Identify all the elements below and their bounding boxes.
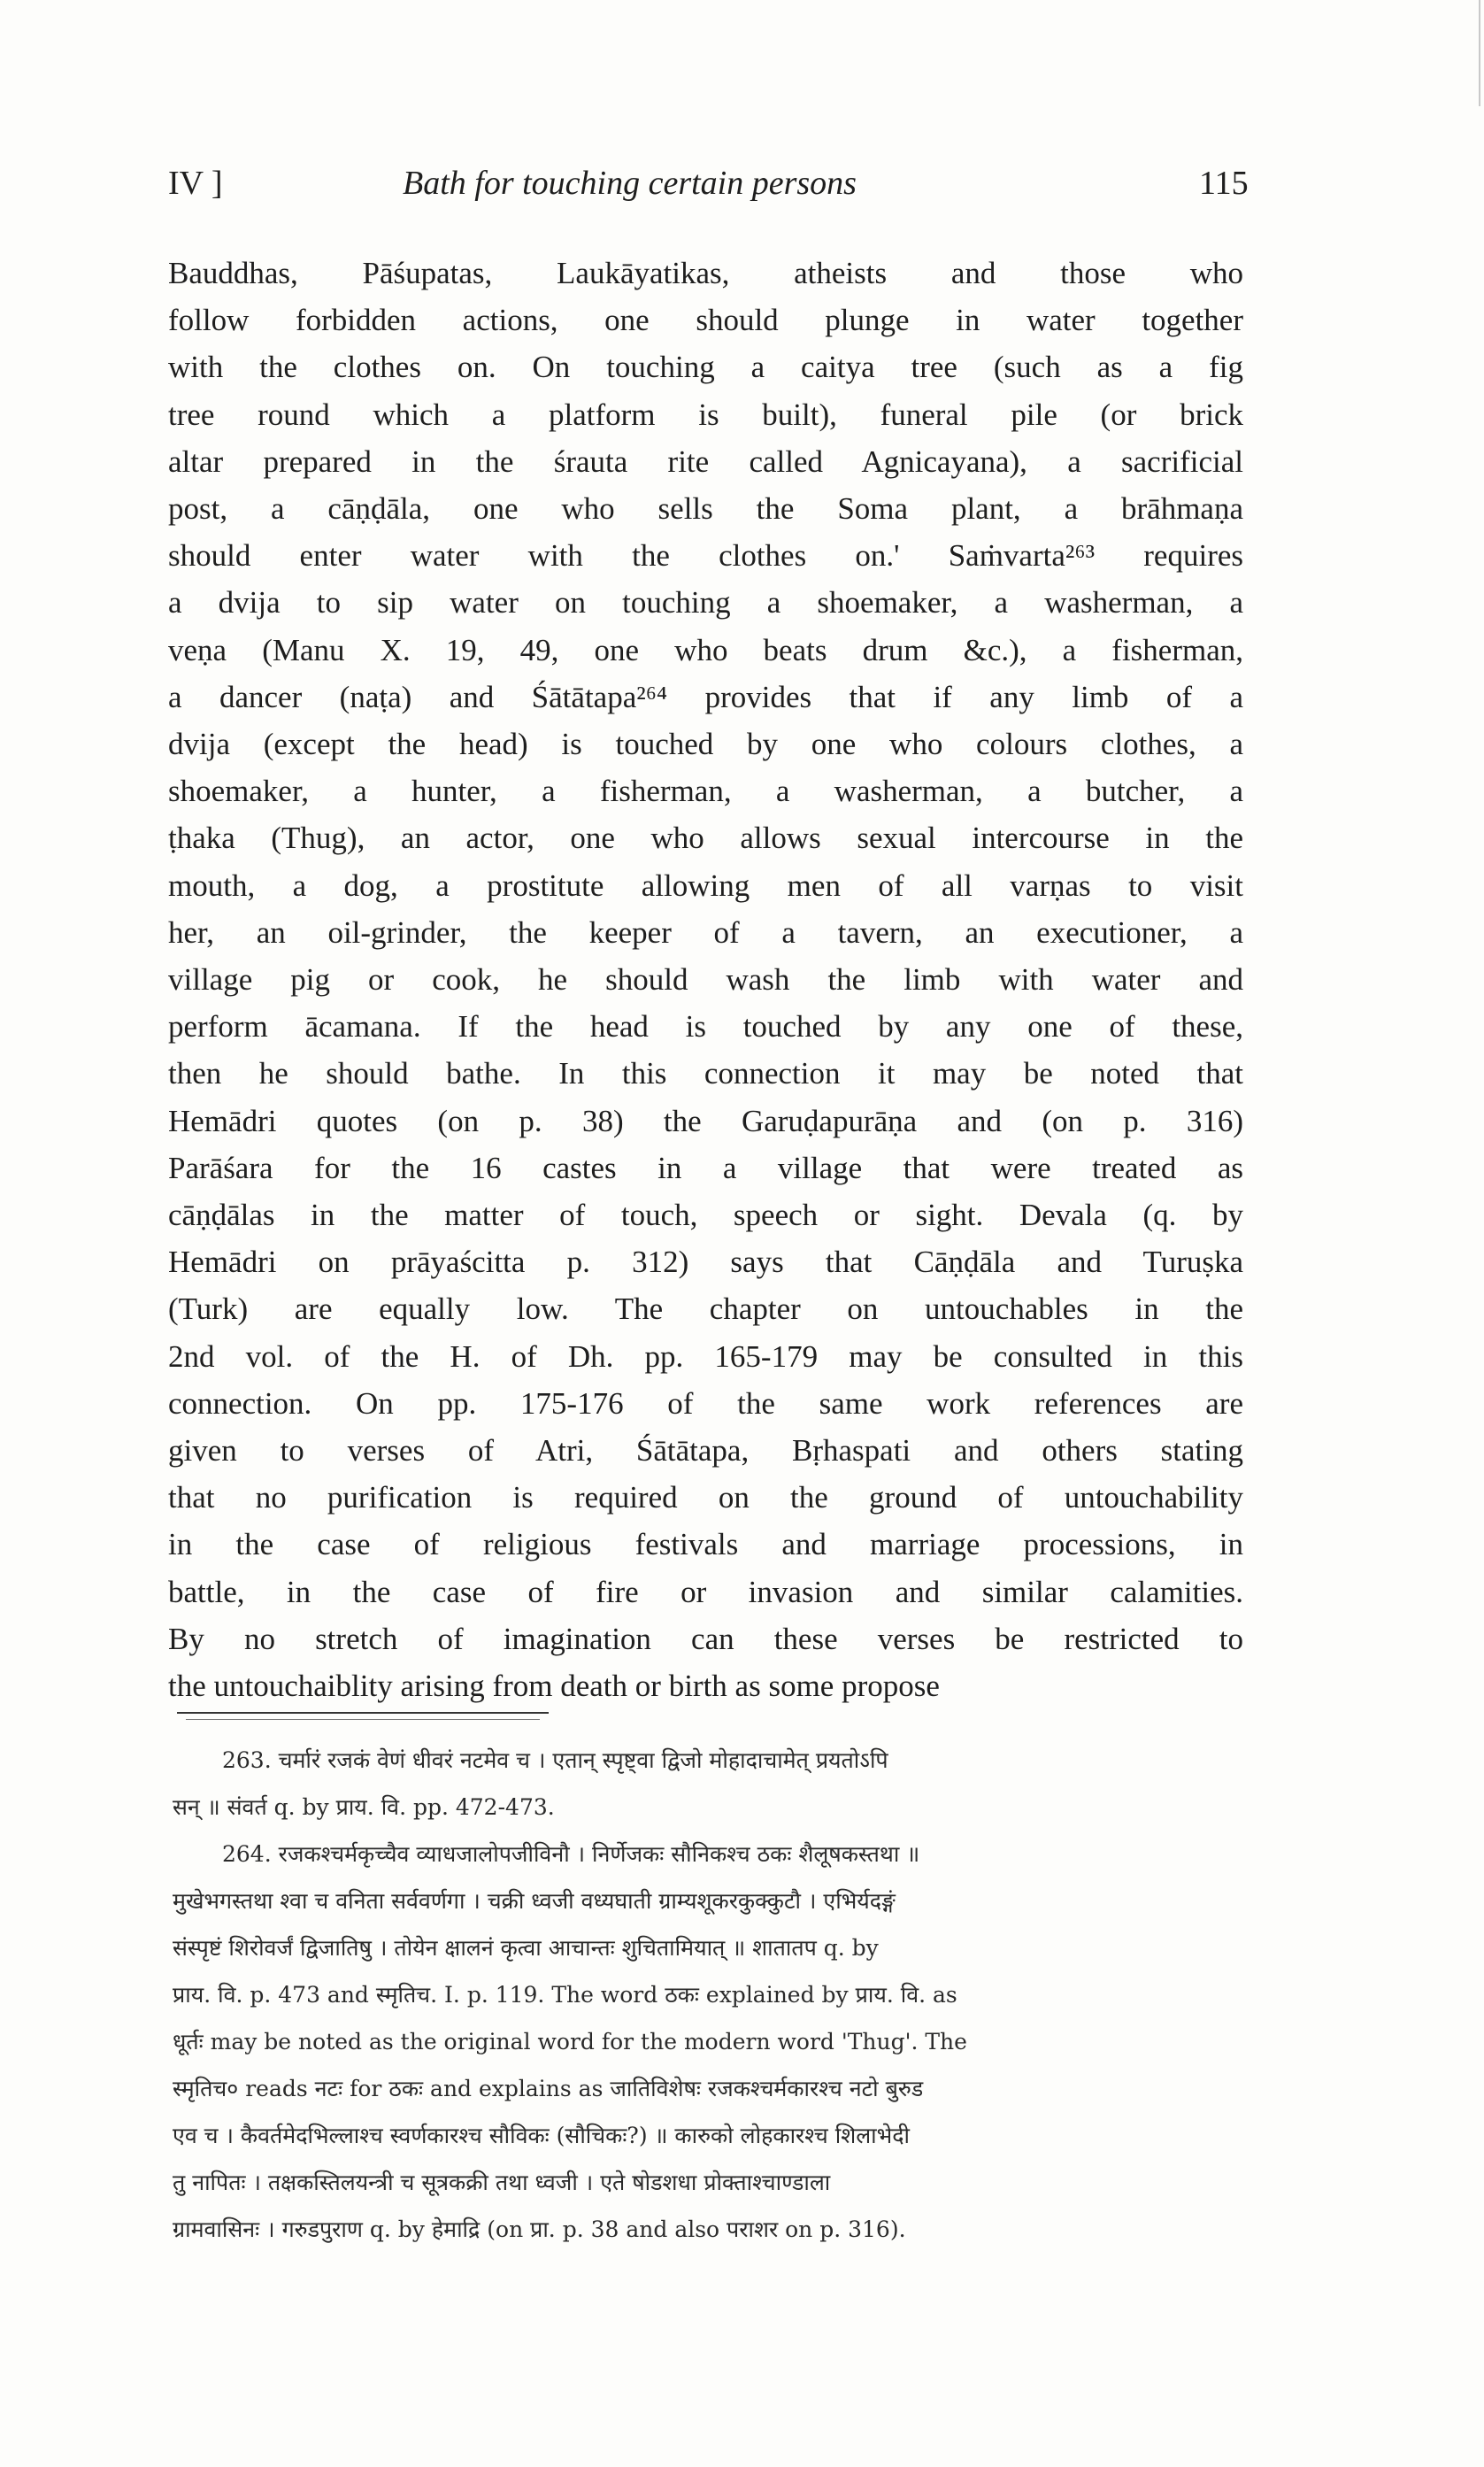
text-line: tree round which a platform is built), funeral pile (or brick <box>168 397 1243 432</box>
footnote-264-line: तु नापितः । तक्षकस्तिलयन्त्री च सूत्रकक्री तथा ध्वजी । एते षोडशधा प्रोक्ताश्चाण्डाला <box>173 2170 831 2195</box>
text-line: a dvija to sip water on touching a shoemaker, a washerman, a <box>168 585 1243 621</box>
footnote-264-line: स्मृतिच० reads नटः for ठकः and explains as जातिविशेषः रजकश्चर्मकारश्च नटो बुरुड <box>173 2076 924 2101</box>
footnote-264-line: मुखेभगस्तथा श्वा च वनिता सर्ववर्णगा । चक्री ध्वजी वध्यघाती ग्राम्यशूकरकुक्कुटौ । एभिर्यदङ्गं <box>173 1888 896 1914</box>
text-line: Parāśara for the 16 castes in a village that were treated as <box>168 1150 1243 1185</box>
footnote-263-line: 263. चर्मारं रजकं वेणं धीवरं नटमेव च । एतान् स्पृष्ट्वा द्विजो मोहादाचामेत् प्रयतोऽपि <box>222 1747 888 1773</box>
chapter-marker: IV ] <box>168 165 223 202</box>
text-line: Bauddhas, Pāśupatas, Laukāyatikas, atheists and those who <box>168 256 1243 290</box>
text-line: that no purification is required on the ground of untouchability <box>168 1480 1243 1515</box>
text-line: veṇa (Manu X. 19, 49, one who beats drum &c.), a fisherman, <box>168 632 1243 667</box>
text-line: her, an oil-grinder, the keeper of a tavern, an executioner, a <box>168 914 1243 950</box>
text-line: (Turk) are equally low. The chapter on untouchables in the <box>168 1291 1243 1327</box>
footnote-rule-secondary <box>186 1719 540 1720</box>
page-number: 115 <box>1199 165 1249 202</box>
page-edge-line <box>1479 0 1480 106</box>
text-line: cāṇḍālas in the matter of touch, speech or sight. Devala (q. by <box>168 1198 1243 1233</box>
text-line: given to verses of Atri, Śātātapa, Bṛhaspati and others stating <box>168 1433 1243 1469</box>
footnote-264-line: प्राय. वि. p. 473 and स्मृतिच. I. p. 119. The word ठकः explained by प्राय. वि. as <box>173 1982 957 2008</box>
running-title: Bath for touching certain persons <box>403 165 857 202</box>
text-line: a dancer (naṭa) and Śātātapa²⁶⁴ provides that if any limb of a <box>168 679 1243 714</box>
text-line: battle, in the case of fire or invasion and similar calamities. <box>168 1574 1243 1609</box>
text-line: the untouchaiblity arising from death or birth as some propose <box>168 1669 940 1704</box>
footnote-264-line: धूर्तः may be noted as the original word for the modern word 'Thug'. The <box>173 2029 967 2055</box>
text-line: mouth, a dog, a prostitute allowing men of all varṇas to visit <box>168 867 1243 903</box>
text-line: Hemādri quotes (on p. 38) the Garuḍapurāṇa and (on p. 316) <box>168 1103 1243 1138</box>
footnote-264-line: एव च । कैवर्तमेदभिल्लाश्च स्वर्णकारश्च सौविकः (सौचिकः?) ॥ कारुको लोहकारश्च शिलाभेदी <box>173 2123 910 2148</box>
text-line: should enter water with the clothes on.' Saṁvarta²⁶³ requires <box>168 538 1243 574</box>
footnote-rule <box>177 1712 549 1714</box>
text-line: village pig or cook, he should wash the limb with water and <box>168 962 1243 998</box>
text-line: 2nd vol. of the H. of Dh. pp. 165-179 may be consulted in this <box>168 1338 1243 1374</box>
footnotes <box>173 1737 1261 2253</box>
text-line: By no stretch of imagination can these verses be restricted to <box>168 1621 1243 1656</box>
text-line: with the clothes on. On touching a caitya tree (such as a fig <box>168 350 1243 385</box>
text-line: dvija (except the head) is touched by one who colours clothes, a <box>168 727 1243 762</box>
footnote-263-line: सन् ॥ संवर्त q. by प्राय. वि. pp. 472-473. <box>173 1794 555 1820</box>
text-line: shoemaker, a hunter, a fisherman, a washerman, a butcher, a <box>168 774 1243 809</box>
main-text <box>168 250 1243 1709</box>
text-line: perform ācamana. If the head is touched by any one of these, <box>168 1009 1243 1045</box>
footnote-264-line: ग्रामवासिनः । गरुडपुराण q. by हेमाद्रि (on प्रा. p. 38 and also पराशर on p. 316). <box>173 2216 906 2242</box>
text-line: follow forbidden actions, one should plunge in water together <box>168 303 1243 338</box>
text-line: connection. On pp. 175-176 of the same work references are <box>168 1385 1243 1421</box>
text-line: altar prepared in the śrauta rite called Agnicayana), a sacrificial <box>168 443 1243 479</box>
footnote-264-line: संस्पृष्टं शिरोवर्जं द्विजातिषु । तोयेन क्षालनं कृत्वा आचान्तः शुचितामियात् ॥ शातातप q. by <box>173 1935 879 1961</box>
text-line: ṭhaka (Thug), an actor, one who allows sexual intercourse in the <box>168 821 1243 856</box>
text-line: then he should bathe. In this connection it may be noted that <box>168 1056 1243 1091</box>
footnote-264-line: 264. रजकश्चर्मकृच्चैव व्याधजालोपजीविनौ । निर्णेजकः सौनिकश्च ठकः शैलूषकस्तथा ॥ <box>222 1841 920 1867</box>
text-line: Hemādri on prāyaścitta p. 312) says that Cāṇḍāla and Turuṣka <box>168 1245 1243 1280</box>
text-line: post, a cāṇḍāla, one who sells the Soma plant, a brāhmaṇa <box>168 491 1243 527</box>
text-line: in the case of religious festivals and marriage processions, in <box>168 1527 1243 1562</box>
